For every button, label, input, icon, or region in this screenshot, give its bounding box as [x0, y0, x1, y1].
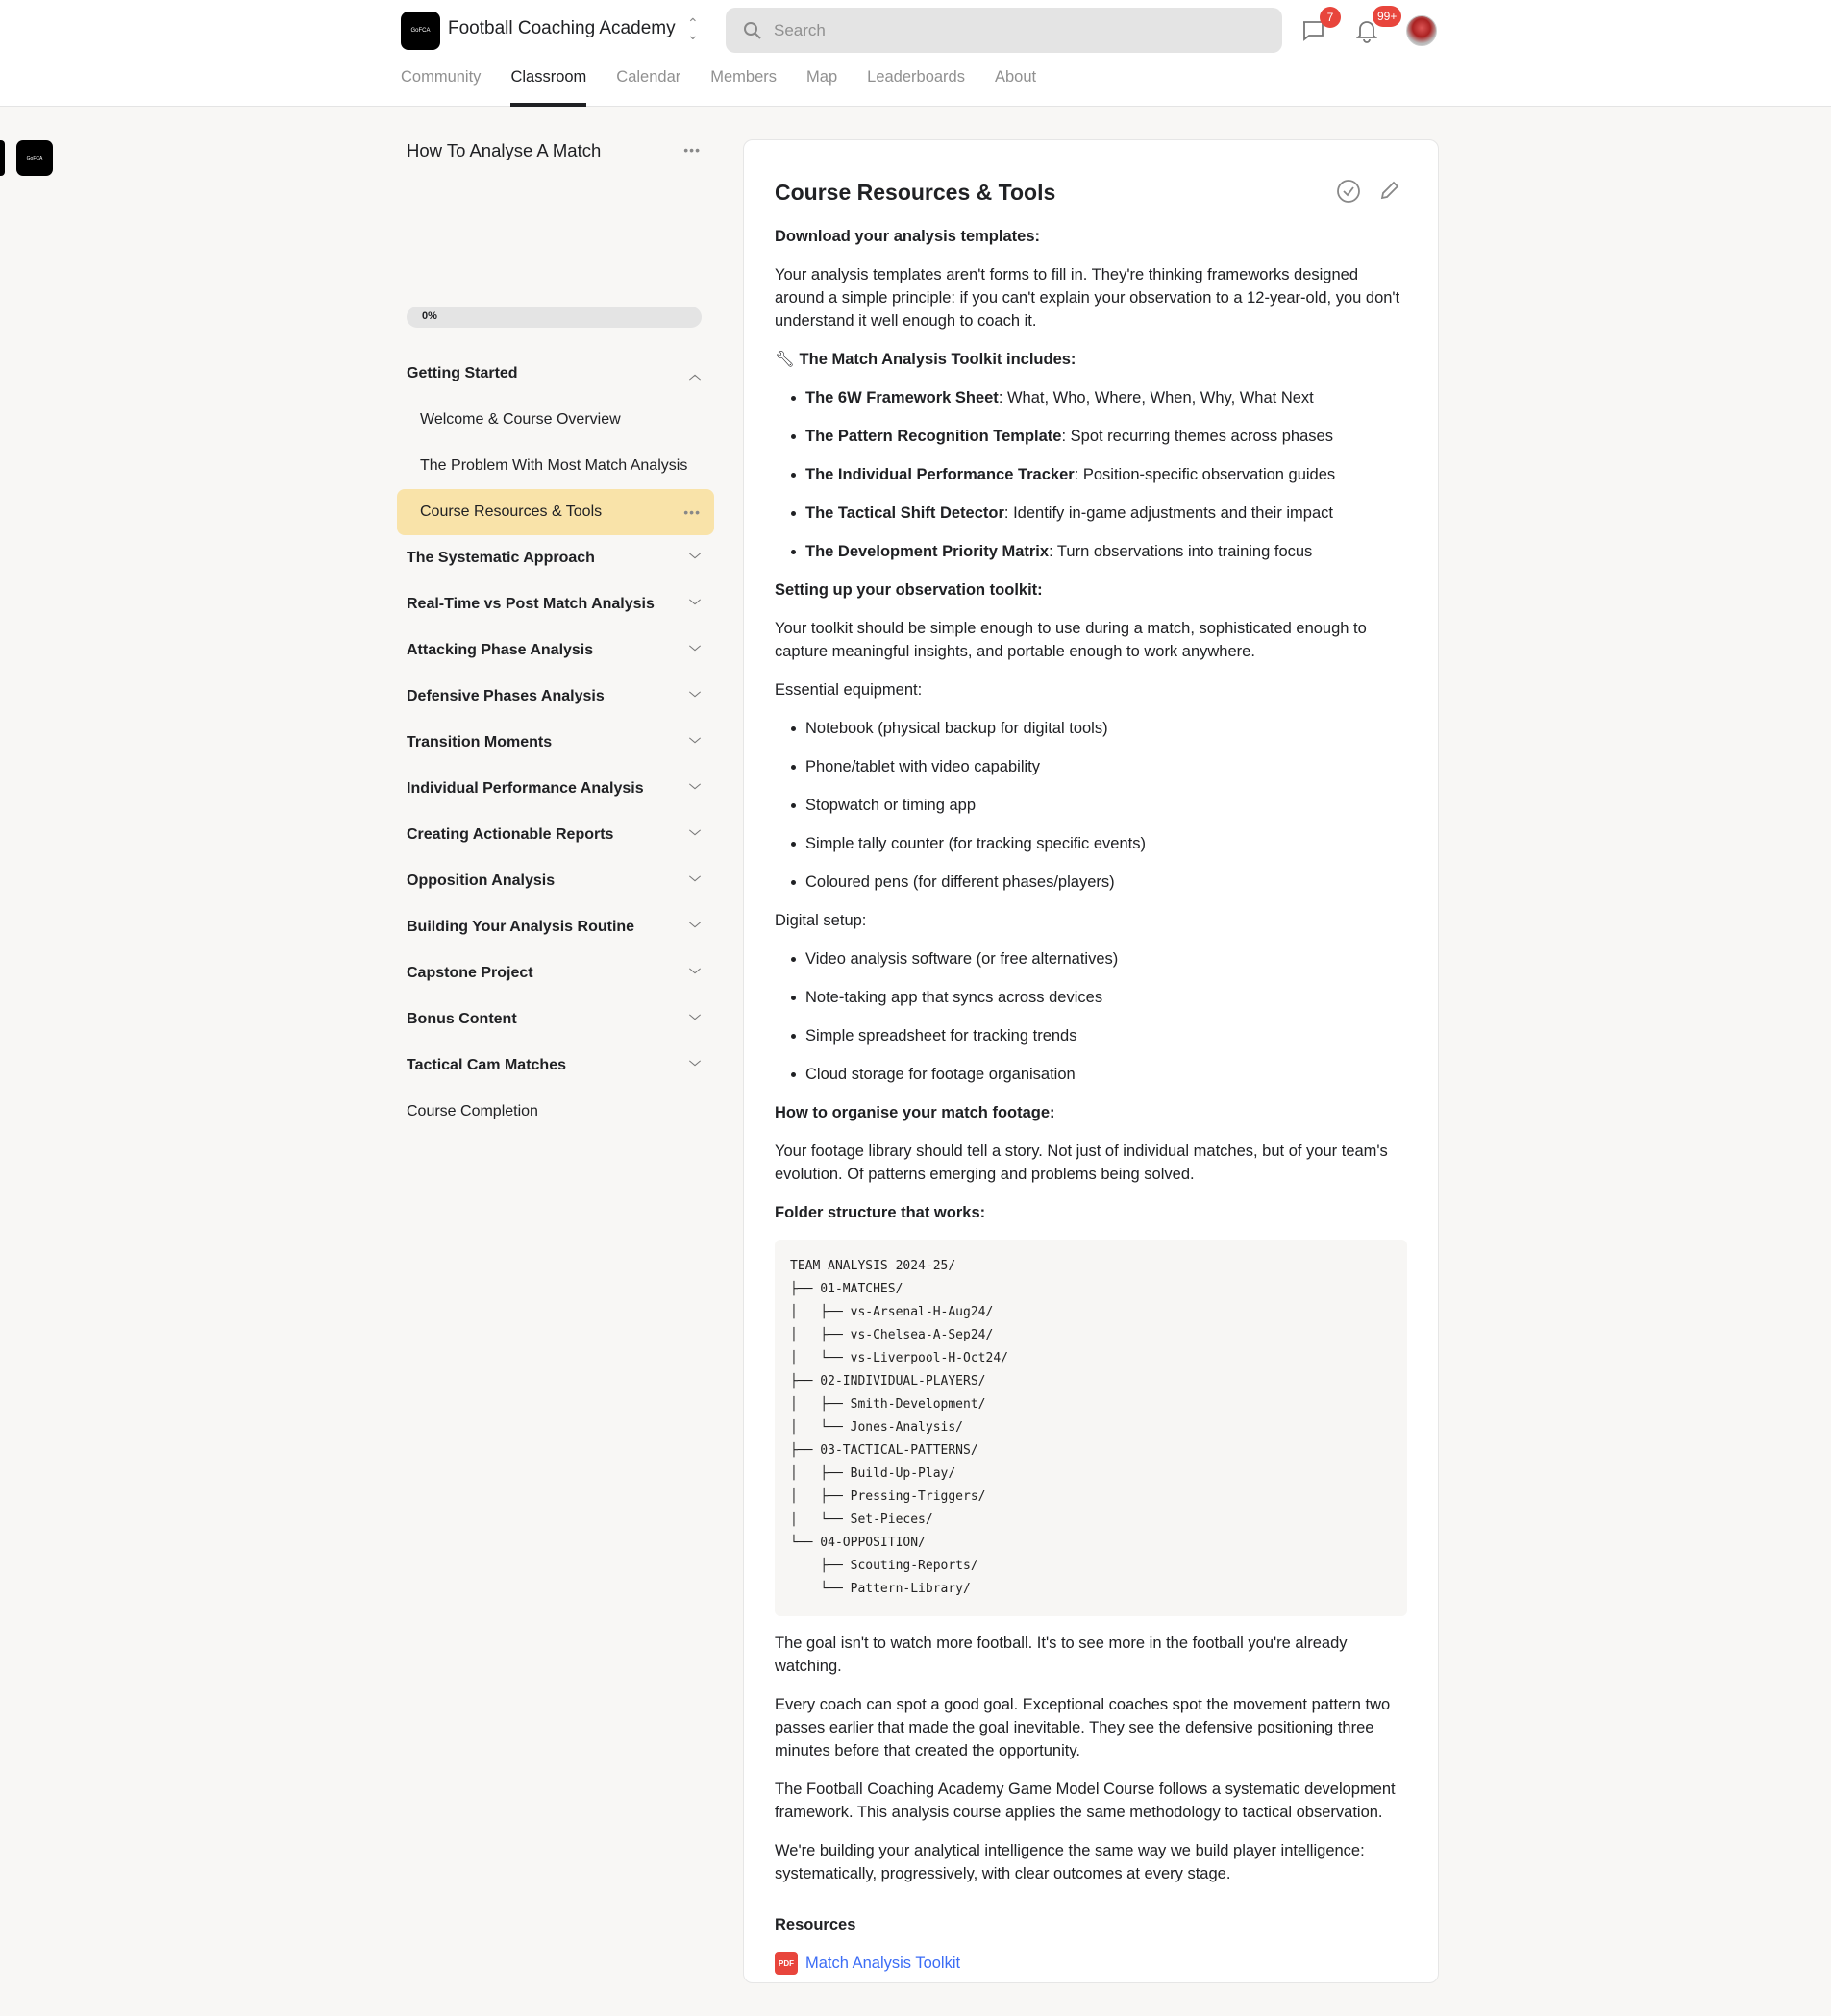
digital-item: Note-taking app that syncs across devices — [805, 986, 1407, 1009]
tab-members[interactable]: Members — [710, 68, 778, 86]
lesson-content-card — [743, 139, 1439, 1983]
digital-item: Video analysis software (or free alternatives) — [805, 947, 1407, 971]
community-name[interactable]: Football Coaching Academy — [448, 18, 676, 38]
paragraph: Every coach can spot a good goal. Exceptional coaches spot the movement pattern two passes earlier that made the goal inevitable. They see the defensive positioning three minutes before that created the opportunity. — [775, 1696, 1391, 1759]
lesson-item[interactable] — [397, 443, 714, 489]
lesson-item[interactable] — [397, 397, 714, 443]
search-icon — [743, 21, 762, 40]
essential-item: Phone/tablet with video capability — [805, 755, 1407, 778]
paragraph: Your toolkit should be simple enough to use during a match, sophisticated enough to capture meaningful insights, and portable enough to work anywhere. — [775, 620, 1367, 660]
module-label: Capstone Project — [407, 965, 533, 981]
module-item[interactable] — [397, 950, 714, 996]
edit-pencil-icon[interactable] — [1378, 179, 1401, 202]
paragraph: The goal isn't to watch more football. It's to see more in the football you're already watching. — [775, 1635, 1348, 1675]
community-logo[interactable]: GoFCA — [401, 12, 440, 50]
tab-community[interactable]: Community — [401, 68, 482, 86]
chat-badge: 7 — [1320, 7, 1341, 28]
digital-item: Cloud storage for footage organisation — [805, 1063, 1407, 1086]
progress-label: 0% — [422, 310, 437, 322]
course-completion[interactable] — [397, 1089, 714, 1135]
lesson-item-active[interactable] — [397, 489, 714, 535]
toolkit-item-desc: : What, Who, Where, When, Why, What Next — [998, 389, 1314, 406]
chevron-down-icon: ﹀ — [688, 690, 701, 704]
lesson-label: Welcome & Course Overview — [420, 411, 621, 428]
tab-about[interactable]: About — [994, 68, 1037, 86]
module-item[interactable] — [397, 812, 714, 858]
section-heading: Download your analysis templates: — [775, 228, 1040, 245]
module-item[interactable] — [397, 996, 714, 1043]
toolkit-item — [805, 386, 1407, 409]
module-label: Bonus Content — [407, 1011, 517, 1027]
chevron-down-icon: ﹀ — [688, 1059, 701, 1073]
chevron-down-icon: ﹀ — [688, 828, 701, 843]
module-label: Building Your Analysis Routine — [407, 919, 635, 935]
toolkit-item-desc: : Position-specific observation guides — [1074, 466, 1336, 483]
chevron-down-icon: ﹀ — [688, 644, 701, 658]
module-item[interactable] — [397, 674, 714, 720]
module-item[interactable] — [397, 904, 714, 950]
top-header — [0, 0, 1831, 107]
module-label: Opposition Analysis — [407, 873, 556, 889]
module-label: Transition Moments — [407, 734, 553, 750]
course-more-icon[interactable]: ••• — [683, 142, 701, 158]
module-label: Creating Actionable Reports — [407, 826, 614, 843]
module-item[interactable] — [397, 766, 714, 812]
module-item[interactable] — [397, 858, 714, 904]
pdf-icon: PDF — [775, 1952, 798, 1975]
section-heading: How to organise your match footage: — [775, 1104, 1055, 1121]
paragraph: Your analysis templates aren't forms to fill in. They're thinking frameworks designed around a simple principle: if you can't explain your observation to a 12-year-old, you don't understand it well enough to coach it. — [775, 266, 1400, 330]
toolkit-item-name: The Pattern Recognition Template — [805, 428, 1062, 445]
paragraph: Your footage library should tell a story. Not just of individual matches, but of your team's evolution. Of patterns emerging and problems being solved. — [775, 1143, 1388, 1183]
paragraph: The Football Coaching Academy Game Model Course follows a systematic development framework. This analysis course applies the same methodology to tactical observation. — [775, 1781, 1396, 1821]
chevron-down-icon: ﹀ — [688, 736, 701, 750]
toolkit-item — [805, 463, 1407, 486]
module-item[interactable] — [397, 1043, 714, 1089]
nav-tabs — [401, 68, 1036, 86]
paragraph: Digital setup: — [775, 912, 867, 929]
tab-leaderboards[interactable]: Leaderboards — [867, 68, 965, 86]
tab-map[interactable]: Map — [806, 68, 838, 86]
toolkit-item-desc: : Spot recurring themes across phases — [1061, 428, 1333, 445]
module-item[interactable] — [397, 535, 714, 581]
resource-link[interactable] — [775, 1952, 1407, 1975]
course-title: How To Analyse A Match — [407, 140, 602, 160]
search-placeholder: Search — [774, 20, 826, 39]
folder-structure-code: TEAM ANALYSIS 2024-25/ ├── 01-MATCHES/ │ ├── vs-Arsenal-H-Aug24/ │ ├── vs-Chelsea-A-Sep24/ │ └── vs-Liverpool-H-Oct24/ ├── 02-INDIVIDUAL-PLAYERS/ │ ├── Smith-Development/ │ └── Jones-Analysis/ ├── 03-TACTICAL-PATTERNS/ │ ├── Build-Up-Play/ │ ├── Pressing-Triggers/ │ └── Set-Pieces/ └── 04-OPPOSITION/ ├── Scouting-Reports/ └── Pattern-Library/ — [775, 1240, 1407, 1616]
paragraph: We're building your analytical intelligence the same way we build player intelligence: systematically, progressively, with clear outcomes at every stage. — [775, 1842, 1365, 1882]
section-heading: Folder structure that works: — [775, 1204, 986, 1221]
chevron-down-icon: ﹀ — [688, 921, 701, 935]
community-switcher-icon[interactable]: ⌃ ⌄ — [687, 15, 699, 42]
chevron-down-icon: ﹀ — [688, 967, 701, 981]
toolkit-item-desc: : Identify in-game adjustments and their impact — [1003, 504, 1333, 522]
mark-complete-icon[interactable] — [1336, 179, 1361, 204]
lesson-more-icon[interactable]: ••• — [683, 504, 701, 520]
chevron-up-icon: ︿ — [688, 367, 701, 381]
module-label: Individual Performance Analysis — [407, 780, 644, 797]
module-label: Course Completion — [407, 1103, 538, 1119]
essential-item: Stopwatch or timing app — [805, 794, 1407, 817]
chevron-down-icon: ﹀ — [688, 598, 701, 612]
tab-calendar[interactable]: Calendar — [616, 68, 681, 86]
course-progress-bar — [407, 307, 702, 328]
module-label: Tactical Cam Matches — [407, 1057, 566, 1073]
chevron-down-icon: ﹀ — [688, 782, 701, 797]
search-input[interactable] — [726, 8, 1282, 53]
paragraph: Essential equipment: — [775, 681, 923, 699]
essential-item: Notebook (physical backup for digital tools) — [805, 717, 1407, 740]
module-label: Attacking Phase Analysis — [407, 642, 594, 658]
essential-item: Coloured pens (for different phases/players) — [805, 871, 1407, 894]
chevron-down-icon: ﹀ — [688, 552, 701, 566]
section-heading: Setting up your observation toolkit: — [775, 581, 1043, 599]
module-label: Real-Time vs Post Match Analysis — [407, 596, 655, 612]
user-avatar[interactable] — [1406, 15, 1437, 46]
module-item[interactable] — [397, 720, 714, 766]
toolkit-item-name: The Tactical Shift Detector — [805, 504, 1004, 522]
wrench-icon: 🔧︎ — [775, 351, 795, 368]
module-item[interactable] — [397, 581, 714, 627]
toolkit-item — [805, 540, 1407, 563]
chevron-down-icon: ﹀ — [688, 874, 701, 889]
toolkit-item — [805, 502, 1407, 525]
section-heading: The Match Analysis Toolkit includes: — [799, 351, 1076, 368]
chevron-down-icon: ﹀ — [688, 1013, 701, 1027]
module-getting-started[interactable] — [397, 351, 714, 397]
toolkit-item-name: The Individual Performance Tracker — [805, 466, 1075, 483]
toolkit-item-name: The 6W Framework Sheet — [805, 389, 999, 406]
resources-heading: Resources — [775, 1916, 856, 1933]
toolkit-item — [805, 425, 1407, 448]
module-label: Getting Started — [407, 365, 518, 381]
digital-item: Simple spreadsheet for tracking trends — [805, 1024, 1407, 1047]
toolkit-item-name: The Development Priority Matrix — [805, 543, 1050, 560]
community-rail-logo[interactable]: GoFCA — [16, 140, 53, 176]
module-item[interactable] — [397, 627, 714, 674]
toolkit-item-desc: : Turn observations into training focus — [1049, 543, 1313, 560]
lesson-label: Course Resources & Tools — [420, 504, 603, 520]
tab-classroom[interactable]: Classroom — [510, 68, 587, 86]
lesson-label: The Problem With Most Match Analysis — [420, 457, 688, 474]
essential-item: Simple tally counter (for tracking specific events) — [805, 832, 1407, 855]
module-label: The Systematic Approach — [407, 550, 595, 566]
module-label: Defensive Phases Analysis — [407, 688, 605, 704]
notification-badge: 99+ — [1373, 6, 1401, 27]
lesson-title: Course Resources & Tools — [775, 179, 1056, 205]
community-rail-indicator — [0, 140, 5, 176]
resource-link-label[interactable]: Match Analysis Toolkit — [805, 1954, 961, 1972]
